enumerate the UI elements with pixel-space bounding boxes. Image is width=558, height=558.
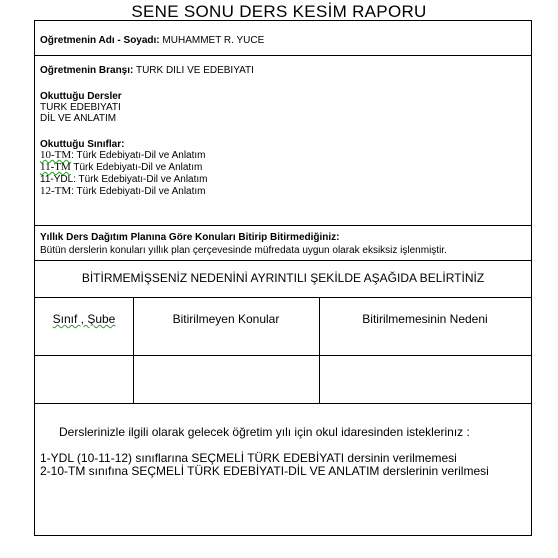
plan-section — [35, 226, 531, 261]
request-item: 2-10-TM sınıfına SEÇMELİ TÜRK EDEBİYATI-DİL VE ANLATIM derslerinin verilmesi — [40, 464, 489, 478]
reason-header: BİTİRMEMİŞSENİZ NEDENİNİ AYRINTILI ŞEKİLDE AŞAĞIDA BELİRTİNİZ — [81, 271, 485, 285]
class-item — [40, 186, 205, 197]
branch-value: TURK DILI VE EDEBIYATI — [133, 65, 254, 76]
report-title: SENE SONU DERS KESİM RAPORU — [131, 2, 427, 21]
class-text: Türk Edebiyatı-Dil ve Anlatım — [70, 162, 203, 173]
plan-question: Yıllık Ders Dağıtım Planına Göre Konuları Bitirip Bitirmediğiniz: — [40, 232, 340, 243]
teacher-name-label: Oğretmenin Adı - Soyadı: — [40, 35, 160, 46]
courses-label: Okuttuğu Dersler — [40, 91, 122, 102]
course-item: TURK EDEBIYATI — [40, 102, 121, 113]
report-form — [34, 20, 532, 536]
classes-label: Okuttuğu Sınıflar: — [40, 139, 125, 150]
unfinished-topics-table — [35, 298, 531, 404]
class-code: 11-TM — [40, 161, 71, 173]
class-item — [40, 162, 202, 173]
teacher-name-value: MUHAMMET R. YUCE — [159, 35, 265, 46]
table-row-divider — [35, 355, 531, 356]
class-item — [40, 150, 205, 161]
table-header-topics: Bitirilmeyen Konular — [172, 312, 280, 326]
class-text: : Türk Edebiyatı-Dil ve Anlatım — [71, 186, 206, 197]
class-text: : Türk Edebiyatı-Dil ve Anlatım — [71, 150, 206, 161]
table-bottom-border — [35, 403, 531, 404]
class-code: 11-YDL — [40, 174, 74, 185]
class-code: 12-TM — [40, 185, 72, 197]
branch-label: Oğretmenin Branşı: — [40, 65, 134, 76]
table-header-class: Sınıf , Şube — [52, 312, 116, 326]
class-item — [40, 174, 207, 185]
course-item: DİL VE ANLATIM — [40, 113, 117, 124]
teacher-info-section — [35, 56, 531, 226]
table-header-reason: Bitirilmemesinin Nedeni — [362, 312, 488, 326]
teacher-name-line — [40, 35, 264, 46]
request-item: 1-YDL (10-11-12) sınıflarına SEÇMELİ TÜRK EDEBİYATI dersinin verilmemesi — [40, 451, 457, 465]
teacher-name-section — [35, 21, 531, 56]
branch-line — [40, 65, 254, 76]
class-text: : Türk Edebiyatı-Dil ve Anlatım — [73, 174, 208, 185]
requests-intro: Derslerinizle ilgili olarak gelecek öğretim yılı için okul idaresinden isteklerinız : — [59, 425, 470, 439]
class-code: 10-TM — [40, 149, 72, 161]
plan-answer: Bütün derslerin konuları yıllık plan çerçevesinde müfredata uygun olarak eksiksiz işlenmiştir. — [40, 245, 447, 256]
reason-header-section — [35, 261, 531, 298]
